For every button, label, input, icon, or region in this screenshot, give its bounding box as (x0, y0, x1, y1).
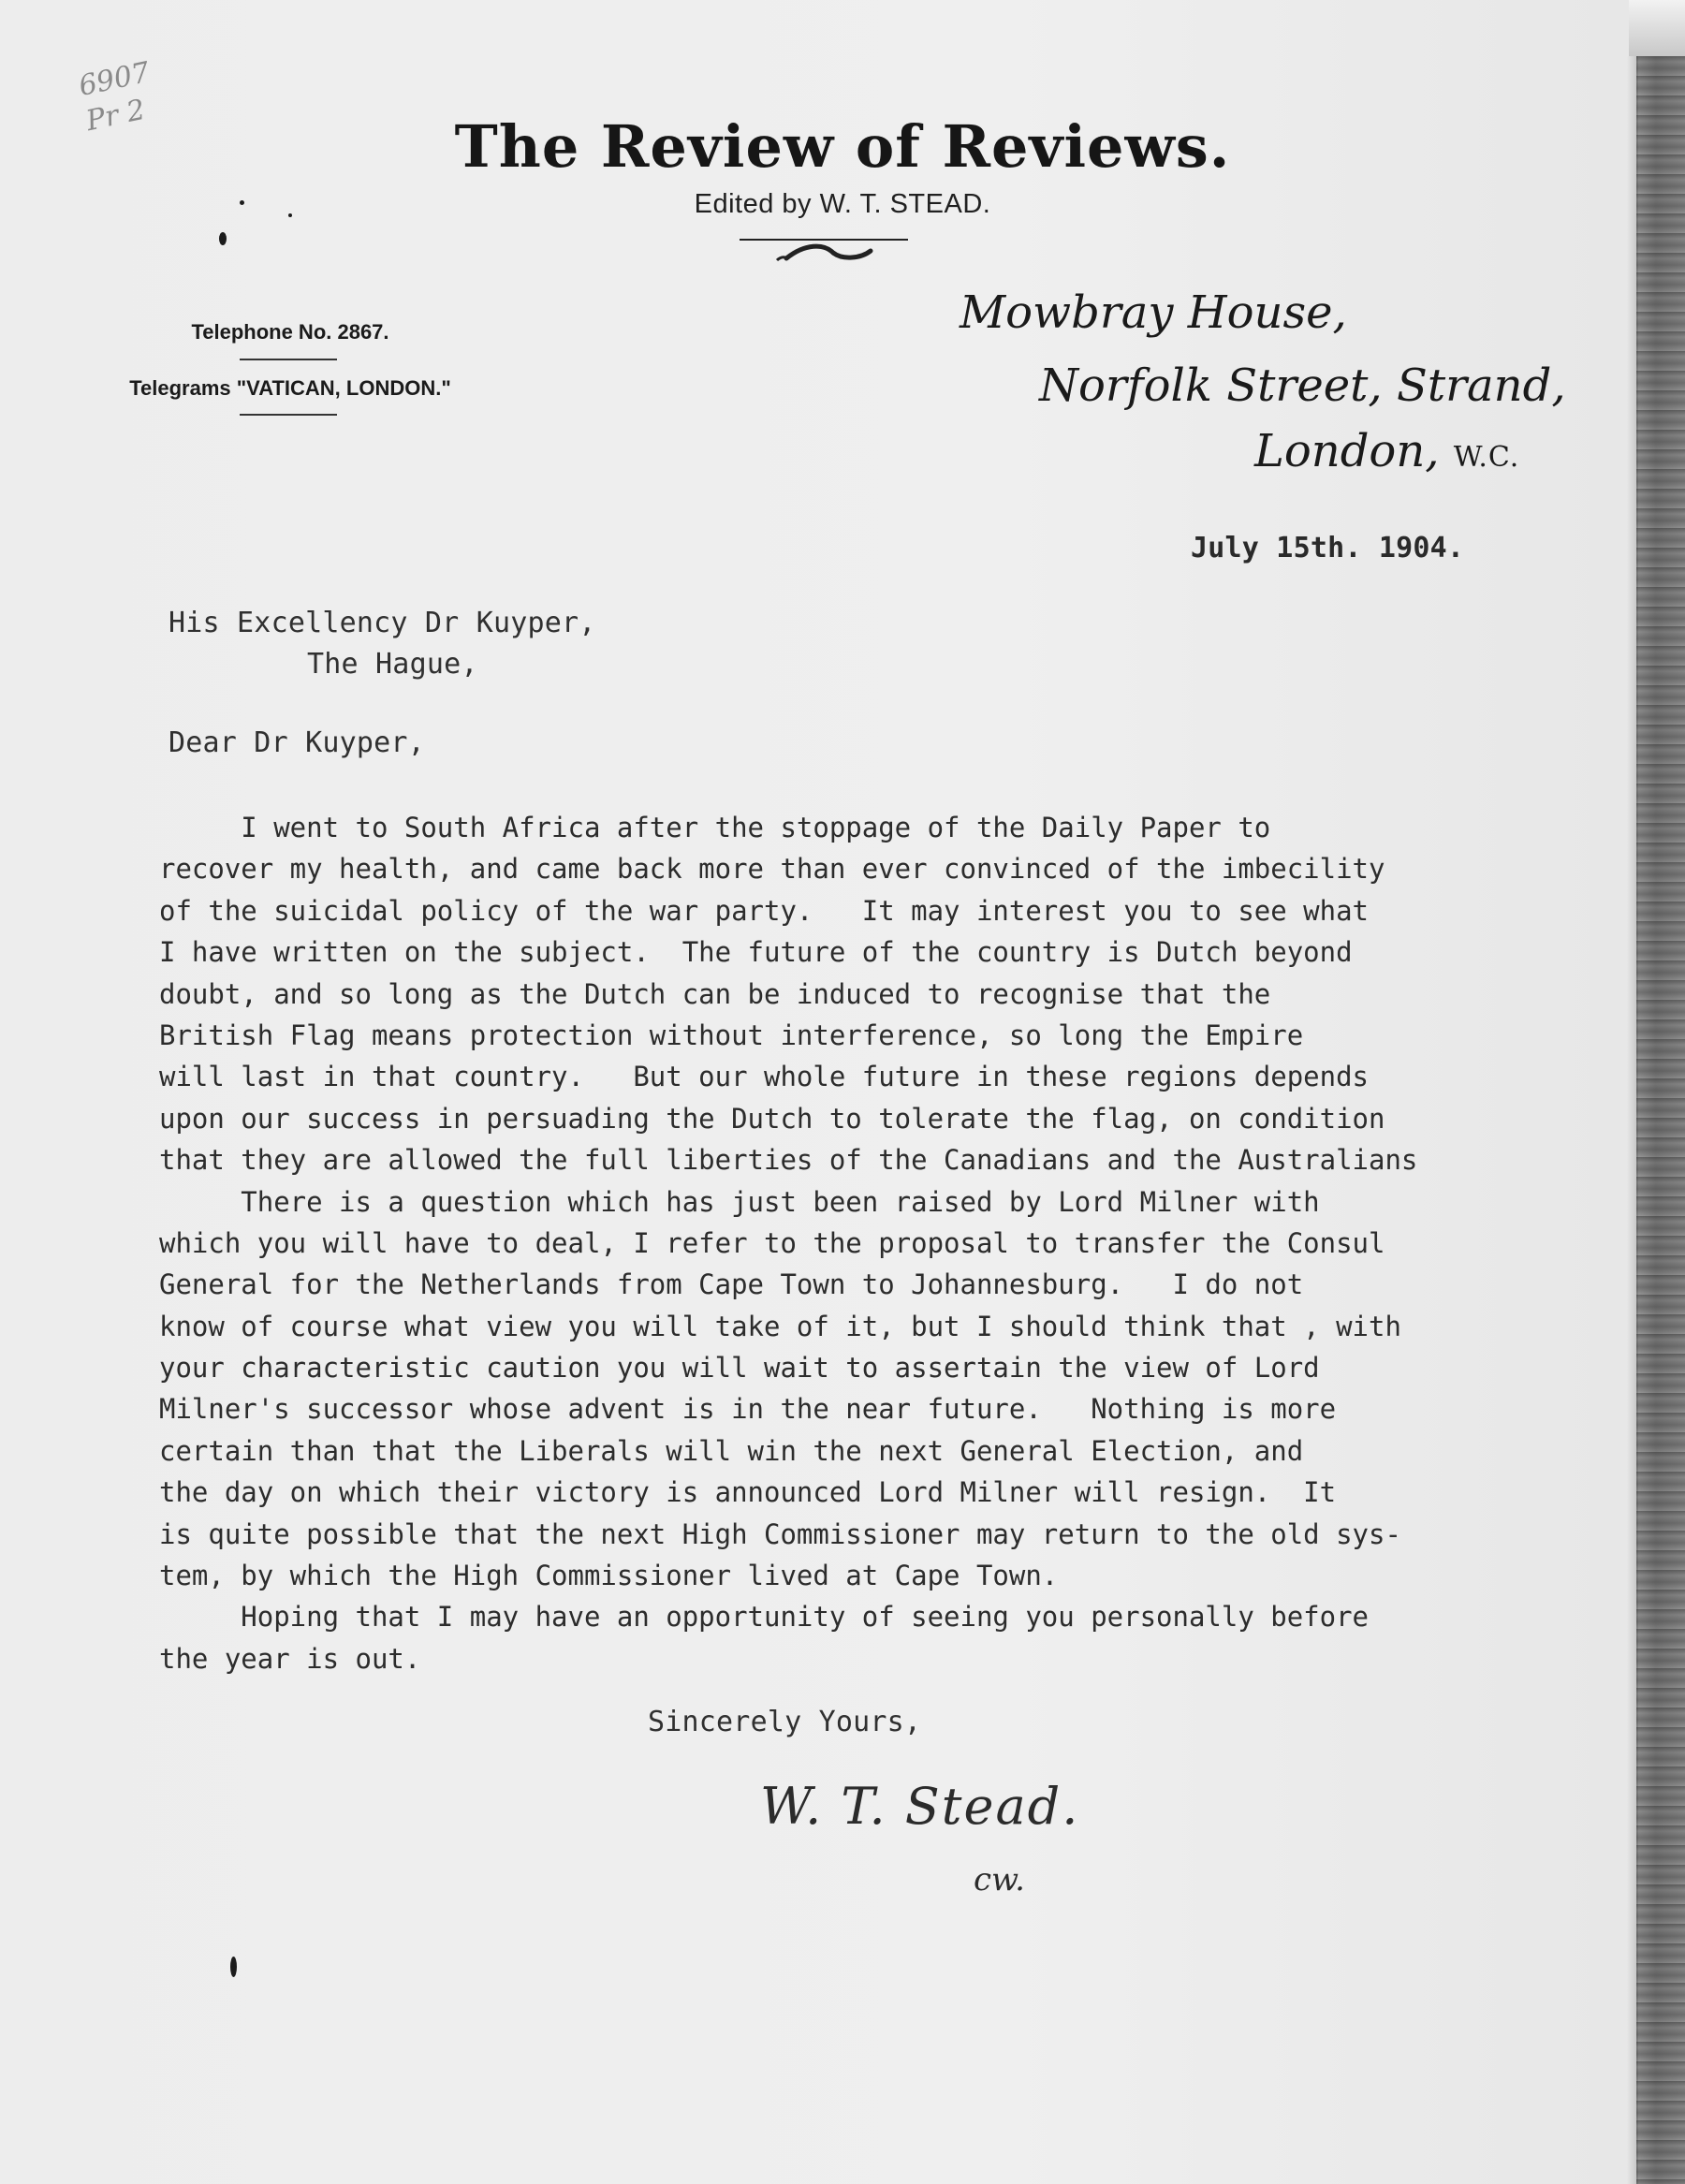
telephone-number: Telephone No. 2867. (191, 320, 389, 344)
address-line-1: Mowbray House, (960, 286, 1347, 339)
telegram-address: Telegrams "VATICAN, LONDON." (129, 376, 451, 400)
body-line: upon our success in persuading the Dutch to tolerate the flag, on condition (159, 1102, 1385, 1135)
body-line: know of course what view you will take of it, but I should think that , with (159, 1310, 1401, 1342)
body-line: doubt, and so long as the Dutch can be induced to recognise that the (159, 977, 1271, 1010)
page-edge-top (1629, 0, 1685, 56)
letter-date: July 15th. 1904. (1191, 532, 1465, 564)
address-city: London, (1254, 425, 1440, 477)
handwritten-signature: W. T. Stead. (760, 1777, 1080, 1836)
body-line: is quite possible that the next High Commissioner may return to the old sys- (159, 1517, 1401, 1550)
pencil-note-line-2: Pr 2 (83, 93, 149, 139)
body-line: I went to South Africa after the stoppage of the Daily Paper to (159, 812, 1271, 843)
flourish-ornament (740, 236, 908, 266)
body-line: General for the Netherlands from Cape Town to Johannesburg. I do not (159, 1268, 1304, 1301)
salutation: Dear Dr Kuyper, (168, 726, 425, 759)
body-line: Milner's successor whose advent is in the near future. Nothing is more (159, 1393, 1337, 1426)
address-line-3 (1254, 425, 1519, 477)
letter-body (159, 807, 1638, 1679)
address-line-2: Norfolk Street, Strand, (1039, 359, 1566, 412)
body-line: certain than that the Liberals will win the next General Election, and (159, 1434, 1304, 1467)
letter-closing: Sincerely Yours, (648, 1706, 922, 1738)
body-line: the day on which their victory is announced Lord Milner will resign. It (159, 1476, 1337, 1509)
body-line: the year is out. (159, 1642, 421, 1675)
body-line: I have written on the subject. The future of the country is Dutch beyond (159, 936, 1353, 969)
masthead-editor: Edited by W. T. STEAD. (694, 189, 991, 219)
masthead-title: The Review of Reviews. (454, 112, 1231, 181)
recipient-location: The Hague, (307, 648, 478, 681)
contact-divider (240, 359, 337, 360)
recipient-name: His Excellency Dr Kuyper, (168, 607, 596, 639)
body-line: your characteristic caution you will wait to assertain the view of Lord (159, 1352, 1320, 1385)
scanned-page-edge (1636, 56, 1685, 2184)
body-line: which you will have to deal, I refer to the proposal to transfer the Consul (159, 1226, 1385, 1259)
address-postal-district: W.C. (1453, 441, 1520, 474)
body-line: tem, by which the High Commissioner lived at Cape Town. (159, 1560, 1059, 1592)
body-line: will last in that country. But our whole future in these regions depends (159, 1061, 1370, 1093)
ink-mark (219, 232, 227, 245)
body-line: of the suicidal policy of the war party. It may interest you to see what (159, 894, 1370, 927)
body-line: There is a question which has just been raised by Lord Milner with (159, 1185, 1320, 1218)
pencil-note-line-1: 6907 (76, 55, 154, 103)
body-line: British Flag means protection without interference, so long the Empire (159, 1019, 1304, 1051)
ink-mark (230, 1957, 237, 1977)
body-line: recover my health, and came back more than ever convinced of the imbecility (159, 853, 1385, 886)
contact-divider (240, 414, 337, 416)
body-line: that they are allowed the full liberties of the Canadians and the Australians (159, 1144, 1418, 1177)
body-line: Hoping that I may have an opportunity of seeing you personally before (159, 1601, 1370, 1634)
typist-initials: cw. (974, 1861, 1025, 1898)
